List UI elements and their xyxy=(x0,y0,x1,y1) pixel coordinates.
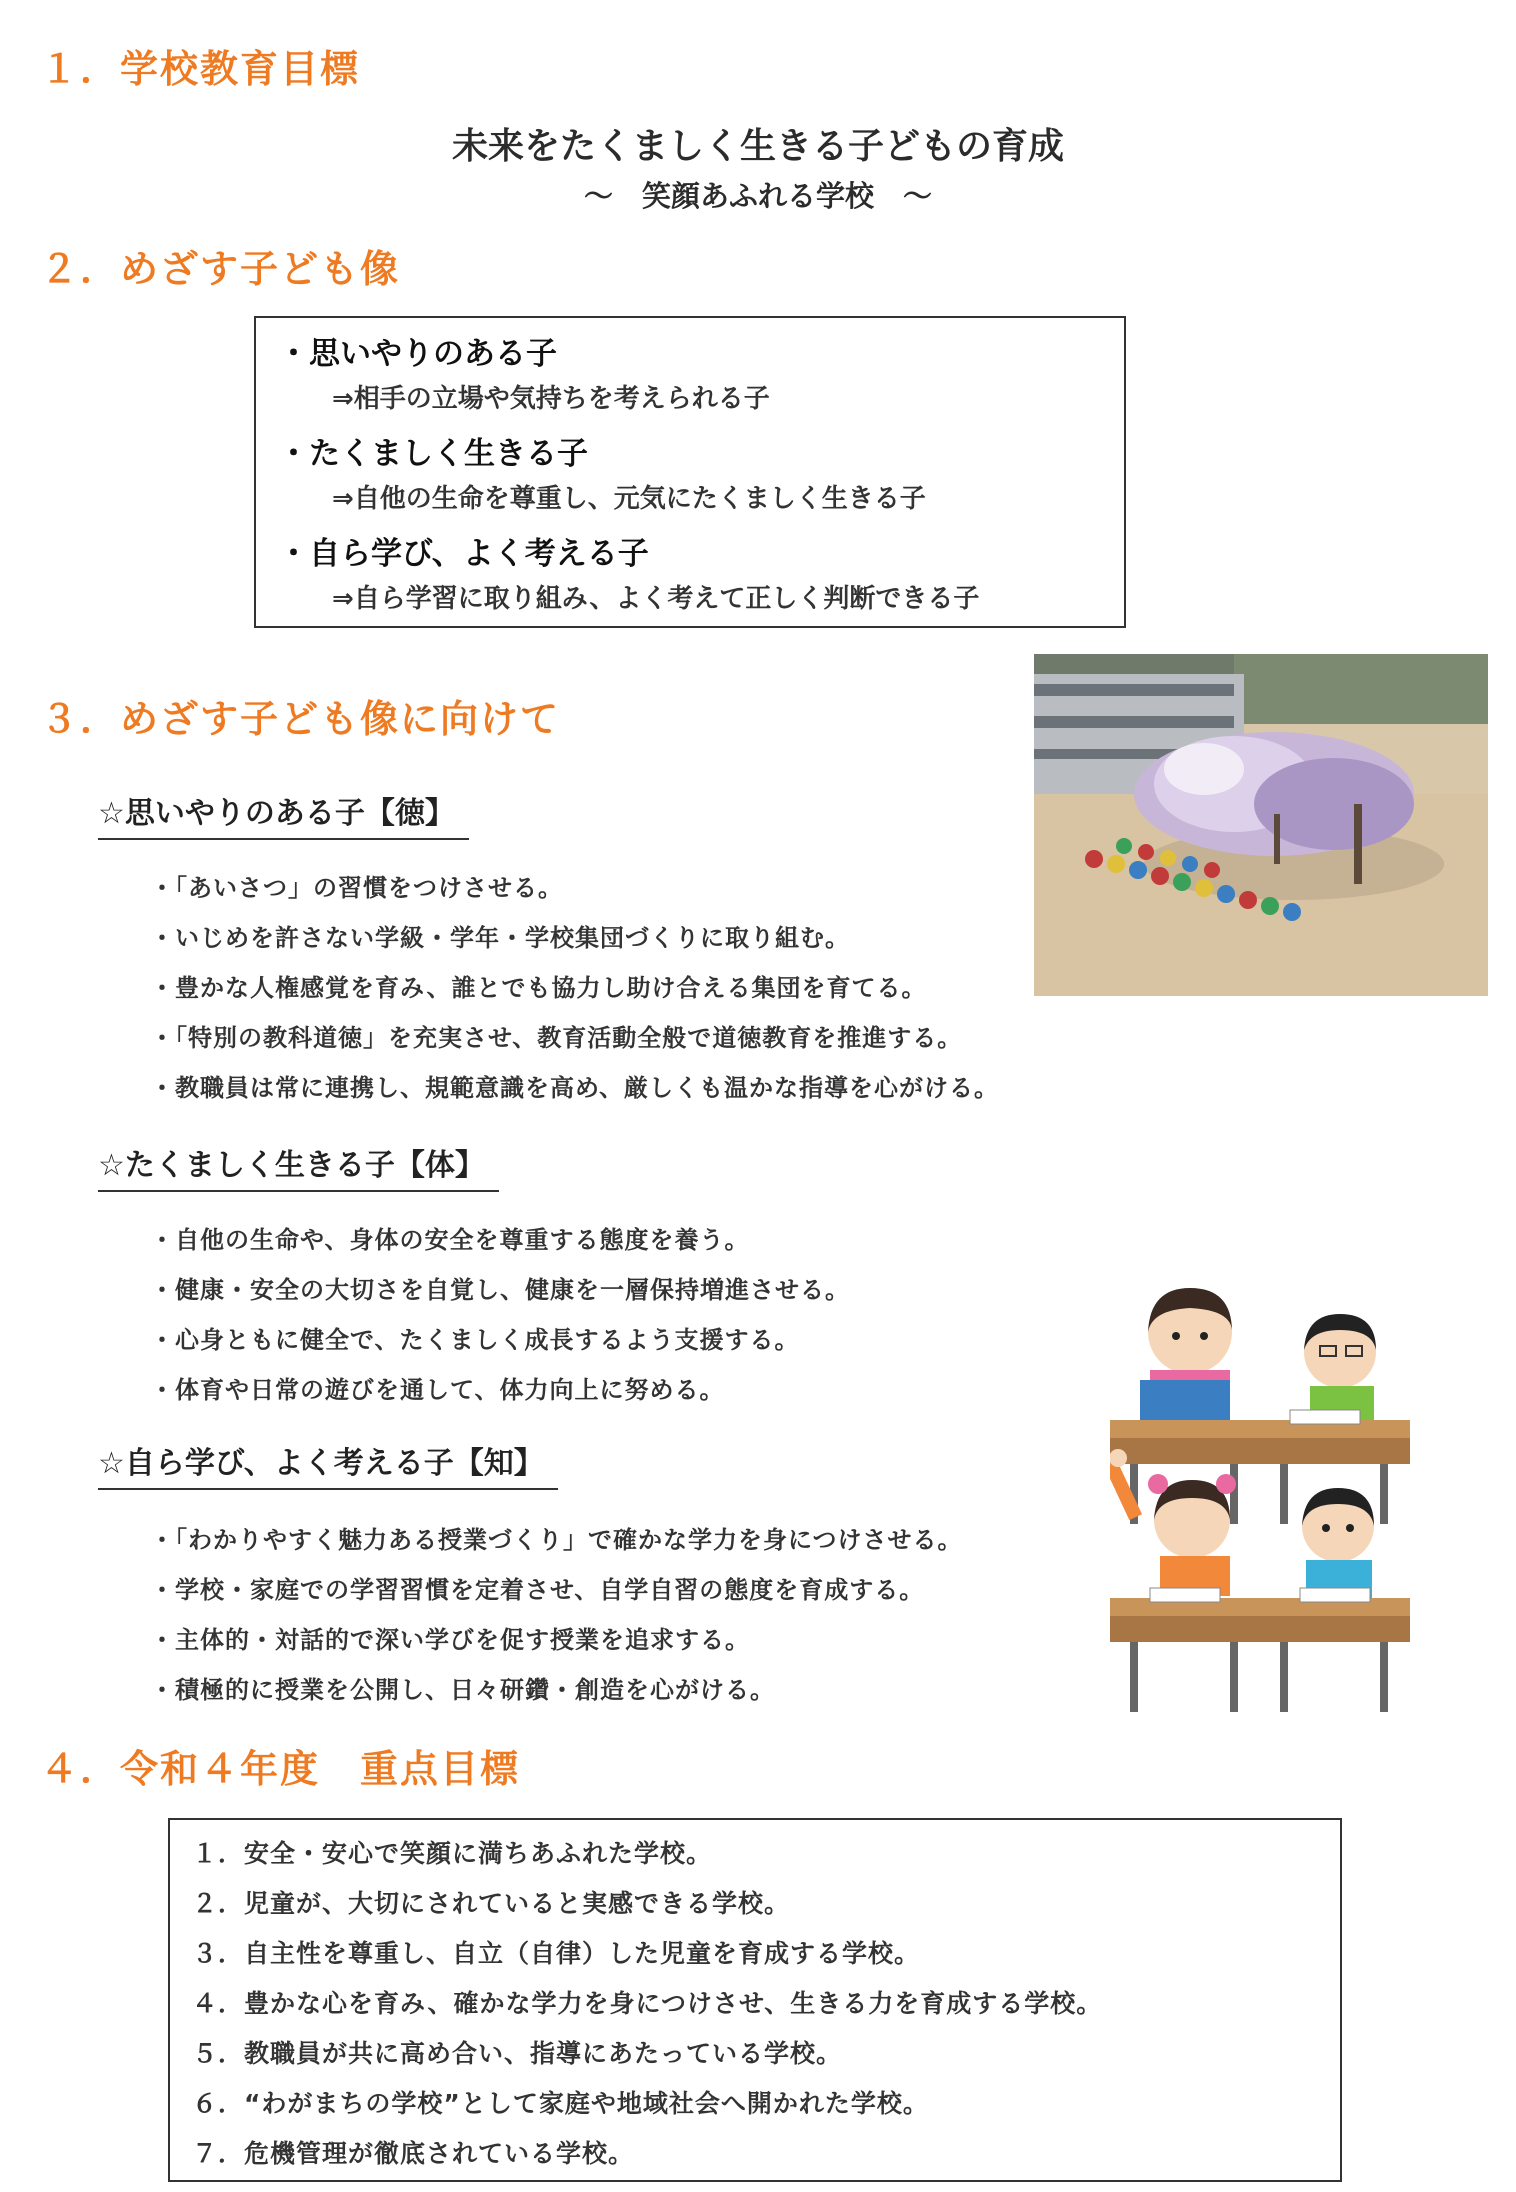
knowledge-item: ・「わかりやすく魅力ある授業づくり」で確かな学力を身につけさせる。 xyxy=(150,1526,963,1554)
knowledge-item: ・主体的・対話的で深い学びを促す授業を追求する。 xyxy=(150,1626,750,1654)
goals-box xyxy=(168,1818,1342,2182)
section-1-title: １．学校教育目標 xyxy=(40,47,361,91)
ideal-title: ・思いやりのある子 xyxy=(278,336,557,372)
motto-main: 未来をたくましく生きる子どもの育成 xyxy=(451,126,1064,167)
virtue-heading: ☆思いやりのある子【徳】 xyxy=(98,788,469,840)
body-item: ・健康・安全の大切さを自覚し、健康を一層保持増進させる。 xyxy=(150,1276,850,1304)
body-heading: ☆たくましく生きる子【体】 xyxy=(98,1140,499,1192)
goal-item: ６．“わがまちの学校”として家庭や地域社会へ開かれた学校。 xyxy=(192,2089,929,2118)
body-item: ・心身ともに健全で、たくましく成長するよう支援する。 xyxy=(150,1326,800,1354)
virtue-item: ・教職員は常に連携し、規範意識を高め、厳しくも温かな指導を心がける。 xyxy=(150,1074,1000,1102)
goal-item: ５．教職員が共に高め合い、指導にあたっている学校。 xyxy=(192,2039,843,2068)
ideal-desc: ⇒相手の立場や気持ちを考えられる子 xyxy=(332,384,770,414)
schoolyard-photo xyxy=(1034,654,1488,996)
body-item: ・体育や日常の遊びを通して、体力向上に努める。 xyxy=(150,1376,725,1404)
virtue-item: ・「特別の教科道徳」を充実させ、教育活動全般で道徳教育を推進する。 xyxy=(150,1024,963,1052)
goal-item: １．安全・安心で笑顔に満ちあふれた学校。 xyxy=(192,1839,713,1868)
virtue-item: ・いじめを許さない学級・学年・学校集団づくりに取り組む。 xyxy=(150,924,850,952)
section-2-title: ２．めざす子ども像 xyxy=(40,247,401,291)
section-4-title: ４．令和４年度 重点目標 xyxy=(40,1747,521,1791)
motto-sub: ～ 笑顔あふれる学校 ～ xyxy=(583,179,932,213)
ideal-title: ・自ら学び、よく考える子 xyxy=(278,536,649,572)
section-3-title: ３．めざす子ども像に向けて xyxy=(40,697,561,741)
knowledge-item: ・学校・家庭での学習習慣を定着させ、自学自習の態度を育成する。 xyxy=(150,1576,925,1604)
goal-item: ２．児童が、大切にされていると実感できる学校。 xyxy=(192,1889,791,1918)
knowledge-heading: ☆自ら学び、よく考える子【知】 xyxy=(98,1438,558,1490)
ideal-desc: ⇒自ら学習に取り組み、よく考えて正しく判断できる子 xyxy=(332,584,980,614)
goal-item: ７．危機管理が徹底されている学校。 xyxy=(192,2139,635,2168)
ideal-desc: ⇒自他の生命を尊重し、元気にたくましく生きる子 xyxy=(332,484,926,514)
ideal-title: ・たくましく生きる子 xyxy=(278,436,588,472)
body-item: ・自他の生命や、身体の安全を尊重する態度を養う。 xyxy=(150,1226,750,1254)
virtue-item: ・「あいさつ」の習慣をつけさせる。 xyxy=(150,874,563,902)
goal-item: ３．自主性を尊重し、自立（自律）した児童を育成する学校。 xyxy=(192,1939,921,1968)
virtue-item: ・豊かな人権感覚を育み、誰とでも協力し助け合える集団を育てる。 xyxy=(150,974,927,1002)
knowledge-item: ・積極的に授業を公開し、日々研鑽・創造を心がける。 xyxy=(150,1676,775,1704)
classroom-illustration xyxy=(1110,1270,1420,1720)
goal-item: ４．豊かな心を育み、確かな学力を身につけさせ、生きる力を育成する学校。 xyxy=(192,1989,1103,2018)
ideals-box xyxy=(254,316,1126,628)
